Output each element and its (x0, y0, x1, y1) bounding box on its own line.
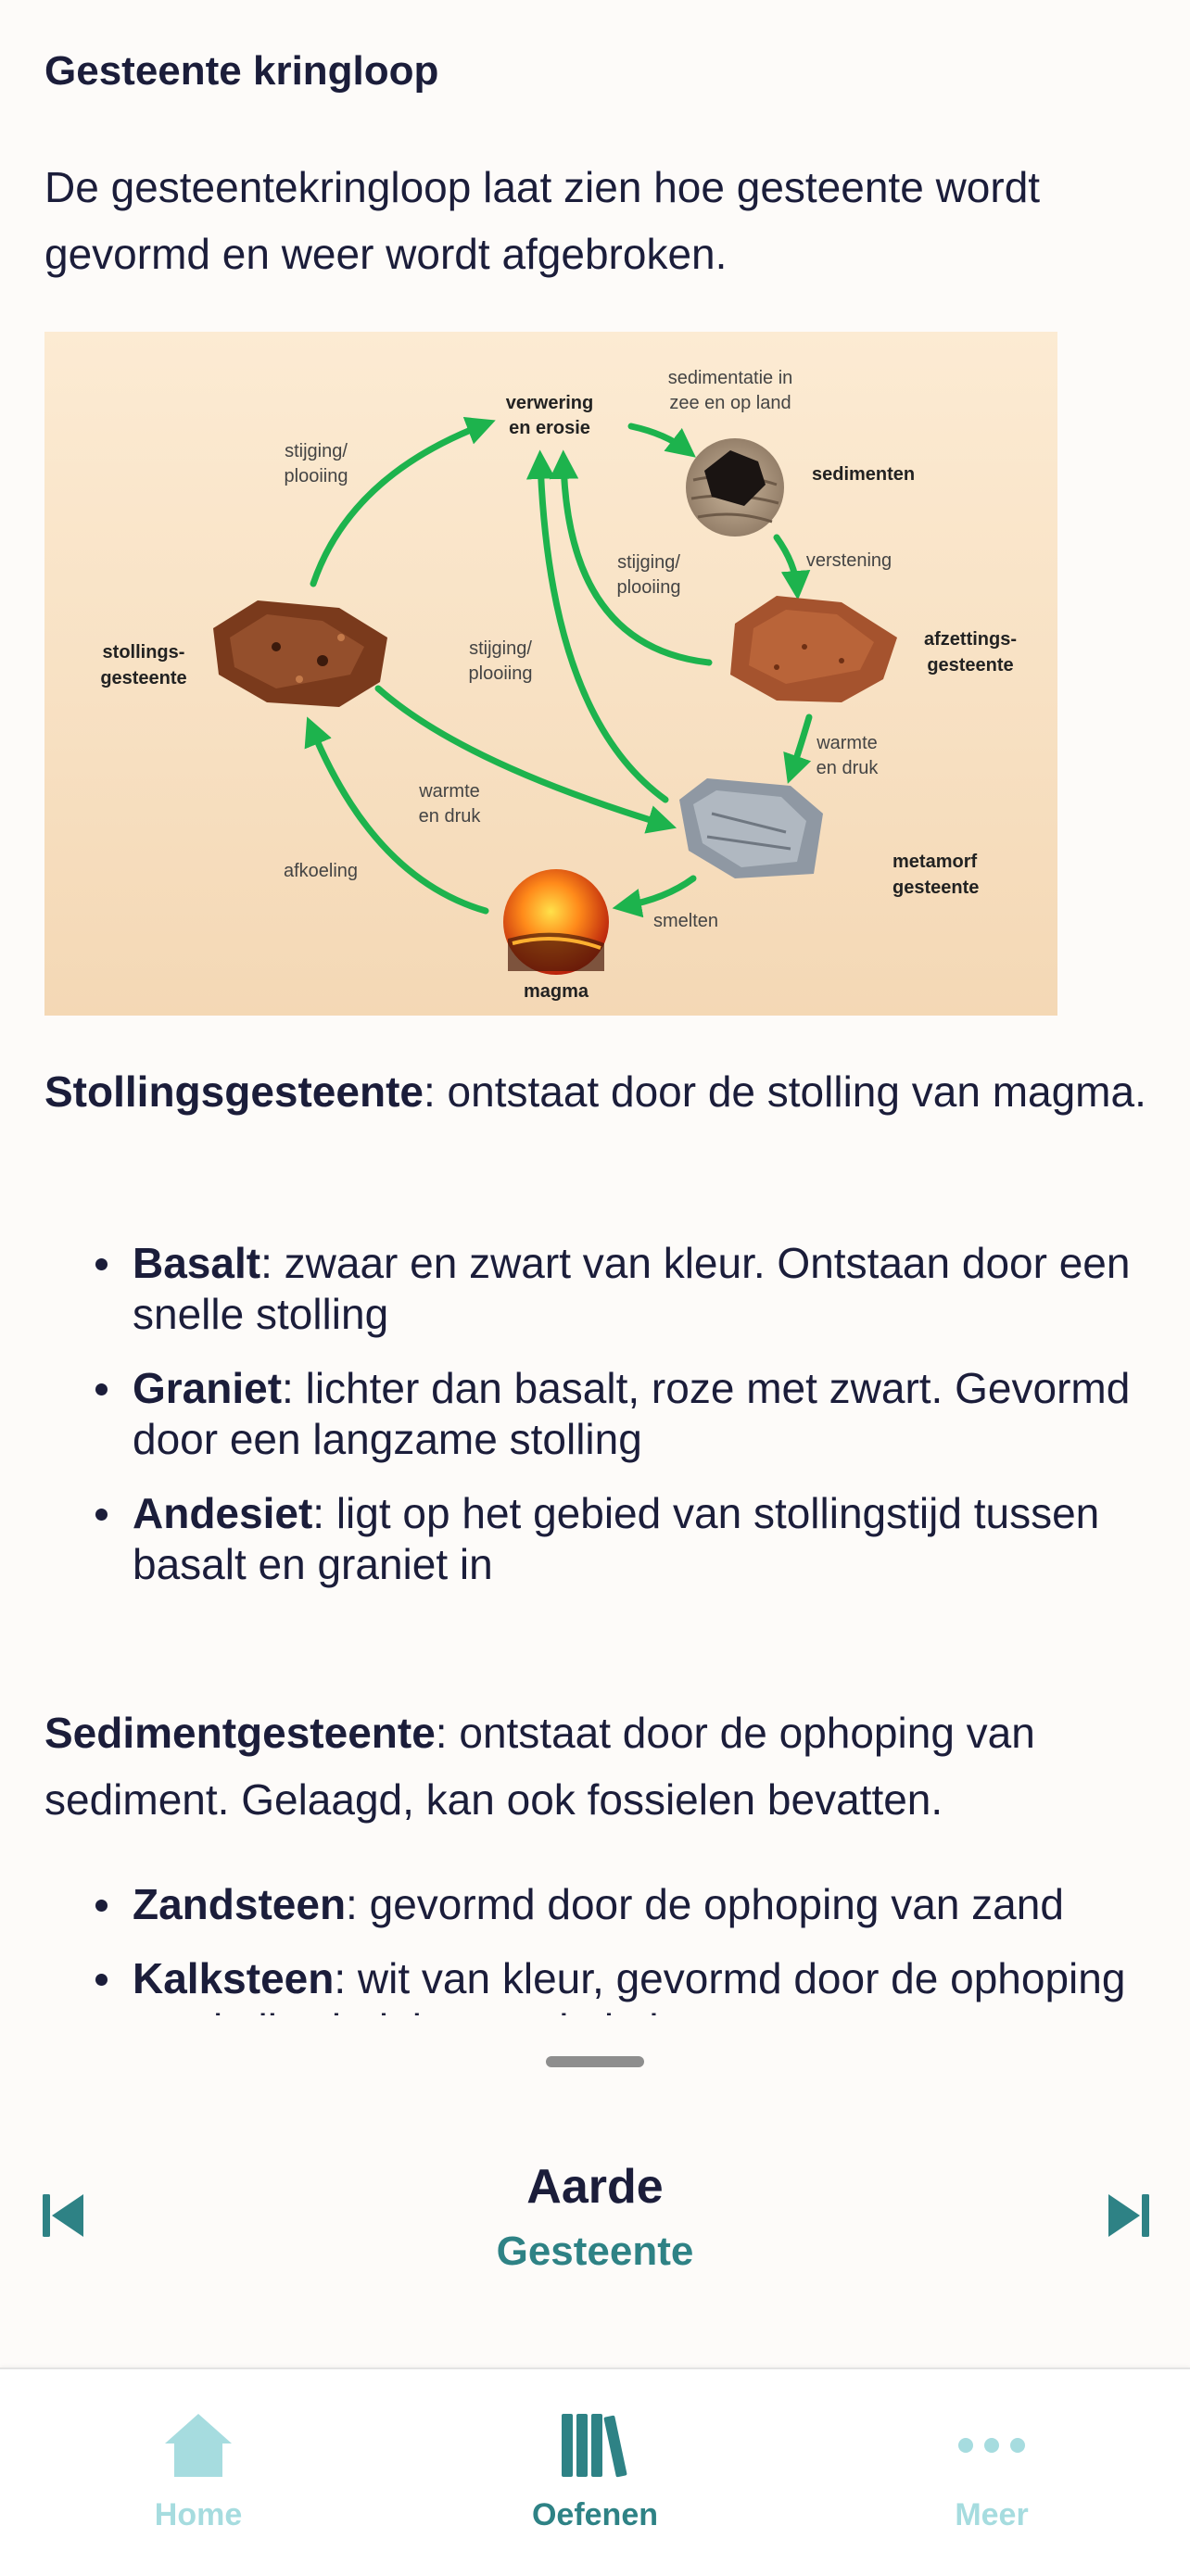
tab-home[interactable] (59, 2369, 337, 2576)
label-stijging-center-1: stijging/ (469, 638, 532, 659)
tab-oefenen[interactable] (456, 2369, 734, 2576)
label-afzettings-1: afzettings- (924, 629, 1017, 650)
label-sedimentatie-1: sedimentatie in (667, 368, 793, 388)
label-afzettings-2: gesteente (927, 655, 1014, 676)
tab-meer[interactable] (853, 2369, 1131, 2576)
label-afkoeling: afkoeling (283, 861, 359, 881)
books-icon (558, 2408, 632, 2482)
list-item-basalt: Basalt: zwaar en zwart van kleur. Ontstaan door een snelle stolling (88, 1238, 1154, 1340)
stollingsgesteente-term: Stollingsgesteente (44, 1067, 424, 1116)
label-sedimenten: sedimenten (812, 464, 916, 485)
label-en-erosie: en erosie (509, 418, 590, 438)
drag-handle[interactable] (546, 2056, 644, 2067)
label-stijging-center-2: plooiing (468, 663, 533, 684)
list-item-kalksteen: Kalksteen: wit van kleur, gevormd door de ophoping (88, 1953, 1154, 2055)
label-verwering: verwering (505, 393, 594, 413)
tab-home-label: Home (154, 2497, 243, 2532)
more-icon (955, 2408, 1029, 2482)
sedimenten-disc (686, 438, 784, 537)
label-stijging-mid-1: stijging/ (617, 552, 680, 573)
label-warmte-left-1: warmte (419, 781, 480, 802)
home-icon (161, 2408, 235, 2482)
skip-next-icon[interactable] (1105, 2191, 1151, 2240)
chapter-title: Aarde (526, 2160, 664, 2214)
list-item-graniet: Graniet: lichter dan basalt, roze met zwart. Gevormd door een langzame stolling (88, 1363, 1154, 1465)
magma-disc (503, 869, 609, 975)
label-stijging-mid-2: plooiing (616, 577, 681, 598)
tab-bar (0, 2368, 1190, 2576)
stollingsgesteente-desc: : ontstaat door de stolling van magma. (423, 1067, 1146, 1116)
sedimentgesteente-desc: : ontstaat door de ophoping van sediment. Gelaagd, kan ook fossielen bevatten. (44, 1709, 1035, 1824)
label-stollings-2: gesteente (100, 668, 187, 688)
stollingsgesteente-list (88, 1238, 1154, 1613)
rock-cycle-diagram (44, 332, 1057, 1016)
label-stollings-1: stollings- (102, 642, 185, 663)
chapter-subtitle: Gesteente (496, 2229, 694, 2274)
intro-text: De gesteentekringloop laat zien hoe gesteente wordt gevormd en weer wordt afgebroken. (44, 163, 1041, 278)
label-warmte-left-2: en druk (418, 806, 481, 827)
sedimentgesteente-term: Sedimentgesteente (44, 1709, 436, 1757)
label-warmte-right-2: en druk (816, 758, 879, 778)
label-stijging-left-2: plooiing (284, 466, 348, 486)
label-warmte-right-1: warmte (817, 733, 878, 753)
sedimentgesteente-paragraph (44, 1699, 1147, 1833)
label-sedimentatie-2: zee en op land (669, 393, 791, 413)
label-magma: magma (523, 981, 589, 1002)
list-item-zandsteen: Zandsteen: gevormd door de ophoping van zand (88, 1879, 1154, 1930)
label-metamorf-2: gesteente (892, 878, 980, 898)
list-item-andesiet: Andesiet: ligt op het gebied van stollingstijd tussen basalt en graniet in (88, 1488, 1154, 1590)
label-metamorf-1: metamorf (892, 852, 978, 872)
tab-meer-label: Meer (955, 2497, 1029, 2532)
section-title: Gesteente kringloop (44, 48, 439, 94)
label-verstening: verstening (805, 550, 892, 571)
label-smelten: smelten (652, 911, 719, 931)
tab-oefenen-label: Oefenen (531, 2497, 659, 2532)
label-stijging-left-1: stijging/ (285, 441, 348, 461)
stollingsgesteente-paragraph (44, 1058, 1147, 1125)
